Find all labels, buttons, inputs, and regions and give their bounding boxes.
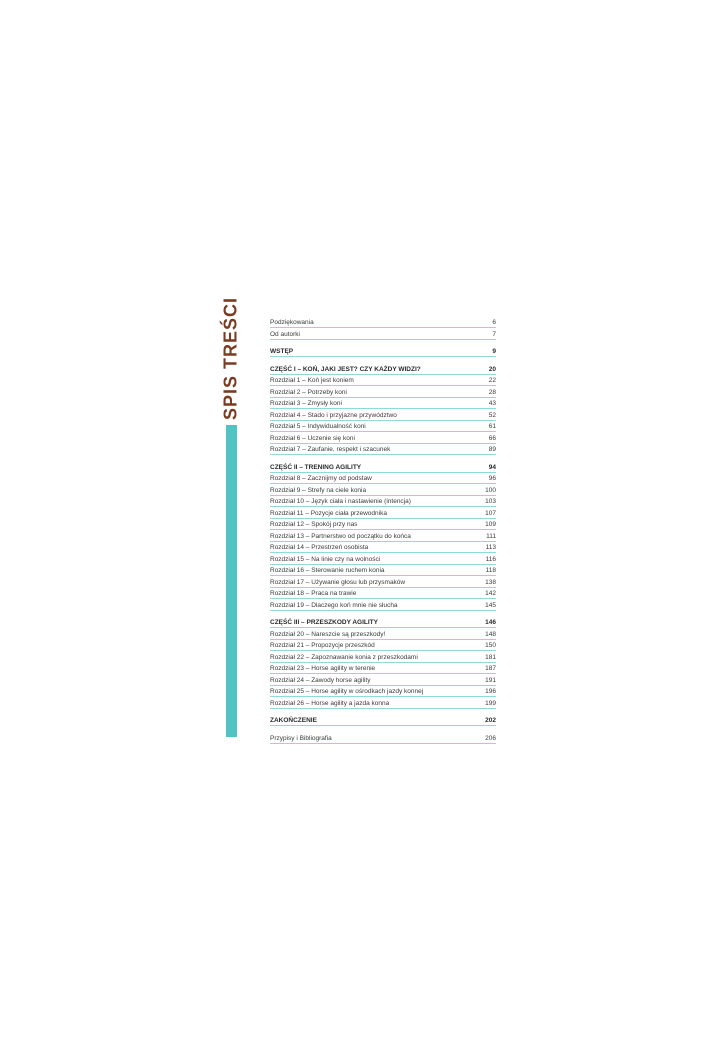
toc-entry[interactable]: [270, 318, 496, 328]
entry-page: 146: [485, 619, 496, 626]
entry-page: 103: [485, 498, 496, 505]
entry-page: 113: [485, 544, 496, 551]
toc-entry[interactable]: [270, 507, 496, 519]
entry-label: Rozdział 24 – Zawody horse agility: [270, 676, 371, 684]
toc-entry[interactable]: [270, 346, 496, 358]
toc-entry[interactable]: [270, 565, 496, 577]
toc-entry[interactable]: [270, 628, 496, 640]
entry-label: CZĘŚĆ II – TRENING AGILITY: [270, 463, 362, 471]
toc-entry[interactable]: [270, 496, 496, 508]
table-of-contents: [270, 318, 496, 744]
entry-page: 9: [492, 348, 496, 355]
entry-label: WSTĘP: [270, 348, 294, 355]
toc-entry[interactable]: [270, 663, 496, 675]
entry-label: Rozdział 5 – Indywidualność koni: [270, 423, 366, 430]
toc-entry[interactable]: [270, 386, 496, 398]
toc-entry[interactable]: [270, 640, 496, 652]
entry-page: 138: [485, 578, 496, 586]
entry-page: 199: [485, 699, 496, 707]
toc-entry[interactable]: [270, 363, 496, 375]
entry-page: 22: [488, 377, 496, 384]
entry-label: Rozdział 21 – Propozycje przeszkód: [270, 642, 375, 649]
entry-label: Rozdział 8 – Zacznijmy od podstaw: [270, 475, 372, 482]
entry-page: 111: [486, 532, 496, 540]
entry-page: 206: [485, 734, 496, 742]
entry-page: 66: [488, 434, 496, 442]
entry-page: 142: [485, 590, 496, 597]
entry-page: 145: [485, 601, 496, 609]
entry-label: Rozdział 22 – Zapoznawanie konia z przeszkodami: [270, 653, 418, 661]
entry-label: Rozdział 14 – Przestrzeń osobista: [270, 544, 369, 551]
toc-entry[interactable]: [270, 530, 496, 542]
toc-entry[interactable]: [270, 674, 496, 686]
toc-entry[interactable]: [270, 421, 496, 433]
entry-page: 191: [485, 676, 496, 684]
entry-label: Rozdział 1 – Koń jest koniem: [270, 377, 354, 384]
entry-label: CZĘŚĆ I – KOŃ, JAKI JEST? CZY KAŻDY WIDZI?: [270, 365, 421, 373]
toc-entry[interactable]: [270, 328, 496, 340]
toc-entry[interactable]: [270, 542, 496, 554]
entry-page: 61: [488, 423, 496, 430]
entry-label: Rozdział 13 – Partnerstwo od początku do końca: [270, 532, 411, 540]
entry-page: 52: [488, 411, 496, 419]
entry-label: Rozdział 16 – Sterowanie ruchem konia: [270, 567, 385, 574]
entry-page: 100: [485, 486, 496, 494]
toc-entry[interactable]: [270, 617, 496, 629]
entry-label: Rozdział 10 – Język ciała i nastawienie (intencja): [270, 498, 411, 505]
entry-label: Rozdział 9 – Strefy na ciele konia: [270, 486, 367, 494]
entry-label: Podziękowania: [270, 319, 314, 326]
toc-entry[interactable]: [270, 473, 496, 485]
entry-label: Rozdział 3 – Zmysły koni: [270, 400, 342, 407]
accent-bar: [226, 425, 237, 737]
entry-label: Rozdział 20 – Nareszcie są przeszkody!: [270, 630, 386, 638]
toc-title: SPIS TREŚCI: [220, 296, 241, 420]
entry-label: Rozdział 17 – Używanie głosu lub przysmaków: [270, 578, 406, 586]
entry-page: 187: [485, 665, 496, 672]
toc-entry[interactable]: [270, 732, 496, 744]
entry-label: ZAKOŃCZENIE: [270, 717, 317, 724]
entry-page: 6: [492, 319, 496, 326]
entry-label: Rozdział 26 – Horse agility a jazda konna: [270, 699, 390, 707]
entry-page: 107: [485, 509, 496, 517]
entry-label: CZĘŚĆ III – PRZESZKODY AGILITY: [270, 619, 378, 626]
entry-label: Rozdział 18 – Praca na trawie: [270, 590, 357, 597]
toc-entry[interactable]: [270, 375, 496, 387]
entry-page: 43: [488, 400, 496, 407]
entry-page: 202: [485, 717, 496, 724]
toc-entry[interactable]: [270, 576, 496, 588]
toc-entry[interactable]: [270, 686, 496, 698]
entry-label: Rozdział 19 – Dlaczego koń mnie nie słucha: [270, 601, 398, 609]
entry-page: 20: [488, 365, 496, 373]
toc-entry[interactable]: [270, 588, 496, 600]
entry-page: 118: [485, 567, 496, 574]
entry-page: 96: [488, 475, 496, 482]
toc-entry[interactable]: [270, 651, 496, 663]
toc-entry[interactable]: [270, 461, 496, 473]
entry-label: Rozdział 23 – Horse agility w terenie: [270, 665, 376, 672]
entry-label: Rozdział 25 – Horse agility w ośrodkach jazdy konnej: [270, 688, 424, 695]
toc-entry[interactable]: [270, 432, 496, 444]
entry-page: 181: [485, 653, 496, 661]
entry-label: Rozdział 11 – Pozycje ciała przewodnika: [270, 509, 387, 517]
entry-label: Rozdział 6 – Uczenie się koni: [270, 434, 355, 442]
toc-entry[interactable]: [270, 697, 496, 709]
toc-entry[interactable]: [270, 519, 496, 531]
toc-entry[interactable]: [270, 398, 496, 410]
entry-page: 148: [485, 630, 496, 638]
entry-page: 94: [488, 463, 496, 471]
toc-entry[interactable]: [270, 409, 496, 421]
entry-page: 28: [488, 388, 496, 396]
entry-label: Rozdział 7 – Zaufanie, respekt i szacunek: [270, 446, 391, 453]
entry-page: 109: [485, 521, 496, 528]
entry-page: 7: [492, 330, 496, 338]
toc-entry[interactable]: [270, 484, 496, 496]
toc-entry[interactable]: [270, 444, 496, 456]
entry-page: 116: [485, 555, 496, 563]
entry-page: 150: [485, 642, 496, 649]
entry-label: Rozdział 4 – Stado i przyjazne przywództwo: [270, 411, 397, 419]
entry-label: Przypisy i Bibliografia: [270, 734, 332, 742]
toc-entry[interactable]: [270, 715, 496, 727]
entry-label: Rozdział 15 – Na linie czy na wolności: [270, 555, 381, 563]
entry-page: 196: [485, 688, 496, 695]
entry-label: Rozdział 12 – Spokój przy nas: [270, 521, 358, 528]
toc-entry[interactable]: [270, 553, 496, 565]
entry-page: 89: [488, 446, 496, 453]
toc-entry[interactable]: [270, 599, 496, 611]
entry-label: Rozdział 2 – Potrzeby koni: [270, 388, 347, 396]
entry-label: Od autorki: [270, 330, 300, 338]
